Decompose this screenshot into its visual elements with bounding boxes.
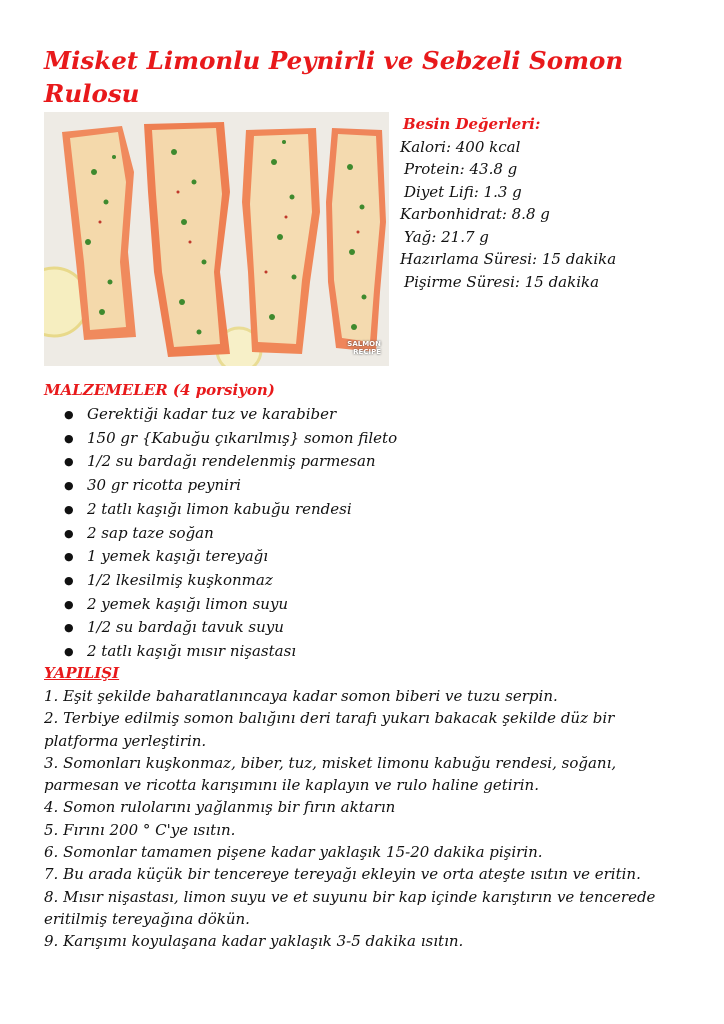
ingredients-heading: MALZEMELER (4 porsiyon) [44, 381, 275, 399]
method-step: 8. Mısır nişastası, limon suyu ve et suyunu bir kap içinde karıştırın ve tencerede eritilmiş tereyağına dökün. [44, 887, 656, 928]
bullet-icon: ● [64, 502, 74, 516]
nutrition-calories: Kalori: 400 kcal [400, 137, 521, 156]
photo-watermark: SALMON RECIPE [347, 340, 381, 356]
list-item: ● 30 gr ricotta peyniri [44, 474, 684, 498]
salmon-fillets-image [44, 112, 389, 366]
method-step: 1. Eşit şekilde baharatlanıncaya kadar somon biberi ve tuzu serpin. [44, 687, 558, 705]
nutrition-cook-time: Pişirme Süresi: 15 dakika [404, 272, 600, 291]
list-item: ● 150 gr {Kabuğu çıkarılmış} somon fileto [44, 427, 684, 451]
method-step: 3. Somonları kuşkonmaz, biber, tuz, misket limonu kabuğu rendesi, soğanı, parmesan ve ricotta karışımını ile kaplayın ve rulo haline getirin. [44, 753, 617, 795]
list-item: ● 1/2 su bardağı rendelenmiş parmesan [44, 450, 684, 474]
method-step: 2. Terbiye edilmiş somon balığını deri tarafı yukarı bakacak şekilde düz bir platforma yerleştirin. [44, 709, 615, 750]
bullet-icon: ● [64, 573, 74, 587]
bullet-icon: ● [64, 408, 74, 421]
list-item: ● 2 sap taze soğan [44, 522, 684, 546]
bullet-icon: ● [64, 455, 74, 469]
method-step: 5. Fırını 200 ° C'ye ısıtın. [44, 820, 236, 839]
list-item: ● 2 yemek kaşığı limon suyu [44, 593, 684, 617]
nutrition-protein: Protein: 43.8 g [404, 160, 518, 178]
bullet-icon: ● [64, 431, 74, 445]
bullet-icon: ● [64, 479, 74, 493]
list-item: ● 2 tatlı kaşığı mısır nişastası [44, 640, 684, 664]
method-heading: YAPILIŞI [44, 664, 120, 682]
recipe-title: Misket Limonlu Peynirli ve Sebzeli Somon Rulosu [44, 46, 624, 108]
method-step: 6. Somonlar tamamen pişene kadar yaklaşık 15-20 dakika pişirin. [44, 843, 543, 862]
method-step: 7. Bu arada küçük bir tencereye tereyağı ekleyin ve orta ateşte ısıtın ve eritin. [44, 865, 641, 884]
list-item: ● 2 tatlı kaşığı limon kabuğu rendesi [44, 498, 684, 522]
ingredients-list [44, 403, 684, 664]
method-step: 4. Somon rulolarını yağlanmış bir fırın aktarın [44, 798, 396, 817]
bullet-icon: ● [64, 645, 74, 659]
salmon-photo [44, 112, 389, 366]
nutrition-fiber: Diyet Lifi: 1.3 g [404, 182, 522, 201]
bullet-icon: ● [64, 621, 74, 635]
list-item: ● 1 yemek kaşığı tereyağı [44, 545, 684, 569]
nutrition-carbs: Karbonhidrat: 8.8 g [400, 205, 550, 223]
list-item: ● 1/2 lkesilmiş kuşkonmaz [44, 569, 684, 593]
nutrition-prep-time: Hazırlama Süresi: 15 dakika [400, 250, 617, 268]
nutrition-heading: Besin Değerleri: [403, 115, 541, 133]
bullet-icon: ● [64, 526, 74, 540]
method-step: 9. Karışımı koyulaşana kadar yaklaşık 3-5 dakika ısıtın. [44, 932, 464, 951]
method-steps [44, 685, 676, 953]
list-item: ● 1/2 su bardağı tavuk suyu [44, 616, 684, 640]
nutrition-fat: Yağ: 21.7 g [404, 227, 489, 246]
bullet-icon: ● [64, 550, 74, 564]
nutrition-facts [400, 113, 700, 293]
bullet-icon: ● [64, 597, 74, 611]
list-item: ● Gerektiği kadar tuz ve karabiber [44, 403, 684, 427]
